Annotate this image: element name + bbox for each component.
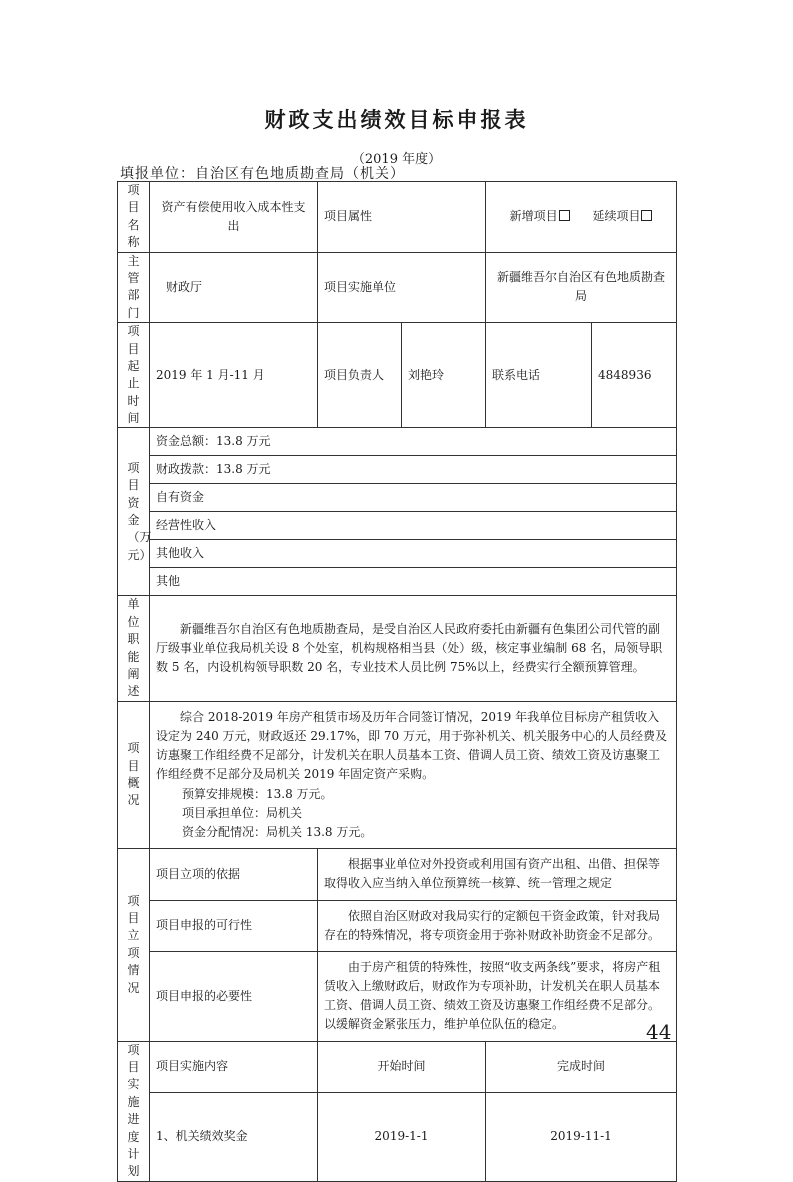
row-department bbox=[118, 252, 677, 323]
page-number: 44 bbox=[646, 1020, 672, 1044]
schedule-header: 完成时间 bbox=[486, 1041, 677, 1092]
schedule-label: 项目实施进度计划 bbox=[127, 1042, 140, 1179]
reporting-unit: 填报单位：自治区有色地质勘查局（机关） bbox=[120, 166, 405, 182]
approval-label: 项目立项情况 bbox=[127, 893, 140, 995]
duty-text: 新疆维吾尔自治区有色地质勘查局，是受自治区人民政府委托由新疆有色集团公司代管的副厅级事业单位我局机关设 8 个处室，机构规格相当县（处）级，核定事业编制 68 名，局领导职数 5 名，内设机构领导职数 20 名，专业技术人员比例 75%以上，经费实行全额预算管理。 bbox=[150, 596, 677, 701]
implementer-value: 新疆维吾尔自治区有色地质勘查局 bbox=[486, 252, 677, 323]
row-unit-duty bbox=[118, 596, 677, 701]
overview-label: 项目概况 bbox=[127, 741, 140, 808]
overview-allocation: 资金分配情况：局机关 13.8 万元。 bbox=[182, 824, 373, 839]
project-name-value: 资产有偿使用收入成本性支出 bbox=[150, 182, 318, 253]
schedule-header-row bbox=[118, 1041, 677, 1092]
funds-row bbox=[118, 484, 677, 512]
application-form-table bbox=[117, 181, 677, 1182]
row-overview bbox=[118, 701, 677, 848]
funds-item: 经营性收入 bbox=[150, 512, 677, 540]
approval-key: 项目申报的可行性 bbox=[150, 900, 318, 951]
duty-label: 单位职能阐述 bbox=[127, 597, 140, 699]
overview-budget: 预算安排规模：13.8 万元。 bbox=[182, 786, 333, 801]
funds-row bbox=[118, 428, 677, 456]
project-attr-label: 项目属性 bbox=[318, 182, 486, 253]
funds-item: 资金总额：13.8 万元 bbox=[150, 428, 677, 456]
funds-item: 财政拨款：13.8 万元 bbox=[150, 456, 677, 484]
period-value: 2019 年 1 月-11 月 bbox=[150, 323, 318, 428]
schedule-row bbox=[118, 1092, 677, 1181]
approval-row bbox=[118, 900, 677, 951]
owner-value: 刘艳玲 bbox=[402, 323, 486, 428]
department-label: 主管部门 bbox=[127, 253, 140, 320]
approval-value: 由于房产租赁的特殊性，按照“收支两条线”要求，将房产租赁收入上缴财政后，财政作为专项补助，计发机关在职人员基本工资、借调人员工资、绩效工资及访惠聚工作组经费不足部分。以缓解资金紧张压力，维护单位队伍的稳定。 bbox=[318, 951, 677, 1041]
owner-label: 项目负责人 bbox=[318, 323, 402, 428]
approval-row bbox=[118, 849, 677, 900]
schedule-cell: 1、机关绩效奖金 bbox=[150, 1092, 318, 1181]
schedule-cell: 2019-11-1 bbox=[486, 1092, 677, 1181]
funds-label: 项目资金（万元） bbox=[127, 460, 152, 562]
overview-undertaker: 项目承担单位：局机关 bbox=[182, 805, 303, 820]
report-year: （2019 年度） bbox=[351, 152, 442, 167]
funds-item: 自有资金 bbox=[150, 484, 677, 512]
phone-value: 4848936 bbox=[592, 323, 677, 428]
funds-item: 其他 bbox=[150, 568, 677, 596]
option-new-label: 新增项目 bbox=[509, 209, 558, 224]
approval-value: 根据事业单位对外投资或利用国有资产出租、出借、担保等取得收入应当纳入单位预算统一核算、统一管理之规定 bbox=[318, 849, 677, 900]
period-label: 项目起止时间 bbox=[127, 324, 140, 426]
funds-row bbox=[118, 512, 677, 540]
option-continue-label: 延续项目 bbox=[592, 209, 641, 224]
department-value: 财政厅 bbox=[150, 252, 318, 323]
funds-row bbox=[118, 540, 677, 568]
schedule-header: 项目实施内容 bbox=[150, 1041, 318, 1092]
funds-item: 其他收入 bbox=[150, 540, 677, 568]
schedule-cell: 2019-1-1 bbox=[318, 1092, 486, 1181]
checkbox-continue[interactable] bbox=[641, 210, 652, 221]
funds-row bbox=[118, 456, 677, 484]
row-project-name bbox=[118, 182, 677, 253]
schedule-header: 开始时间 bbox=[318, 1041, 486, 1092]
overview-text: 综合 2018-2019 年房产租赁市场及历年合同签订情况，2019 年我单位目标房产租赁收入设定为 240 万元，财政返还 29.17%，即 70 万元，用于弥补机关、机关服务中心的人员经费及访惠聚工作组经费不足部分，计发机关在职人员基本工资、借调人员工资、绩效工资及访惠聚工作组经费不足部分及局机关 2019 年固定资产采购。 bbox=[156, 709, 668, 782]
overview-cell bbox=[150, 701, 677, 848]
project-name-label: 项目名称 bbox=[127, 183, 140, 250]
approval-value: 依照自治区财政对我局实行的定额包干资金政策，针对我局存在的特殊情况，将专项资金用于弥补财政补助资金不足部分。 bbox=[318, 900, 677, 951]
approval-key: 项目立项的依据 bbox=[150, 849, 318, 900]
checkbox-new[interactable] bbox=[559, 210, 570, 221]
phone-label: 联系电话 bbox=[486, 323, 592, 428]
approval-key: 项目申报的必要性 bbox=[150, 951, 318, 1041]
approval-row bbox=[118, 951, 677, 1041]
page-title: 财政支出绩效目标申报表 bbox=[264, 108, 529, 132]
implementer-label: 项目实施单位 bbox=[318, 252, 486, 323]
row-period bbox=[118, 323, 677, 428]
project-attr-options bbox=[486, 182, 677, 253]
funds-row bbox=[118, 568, 677, 596]
